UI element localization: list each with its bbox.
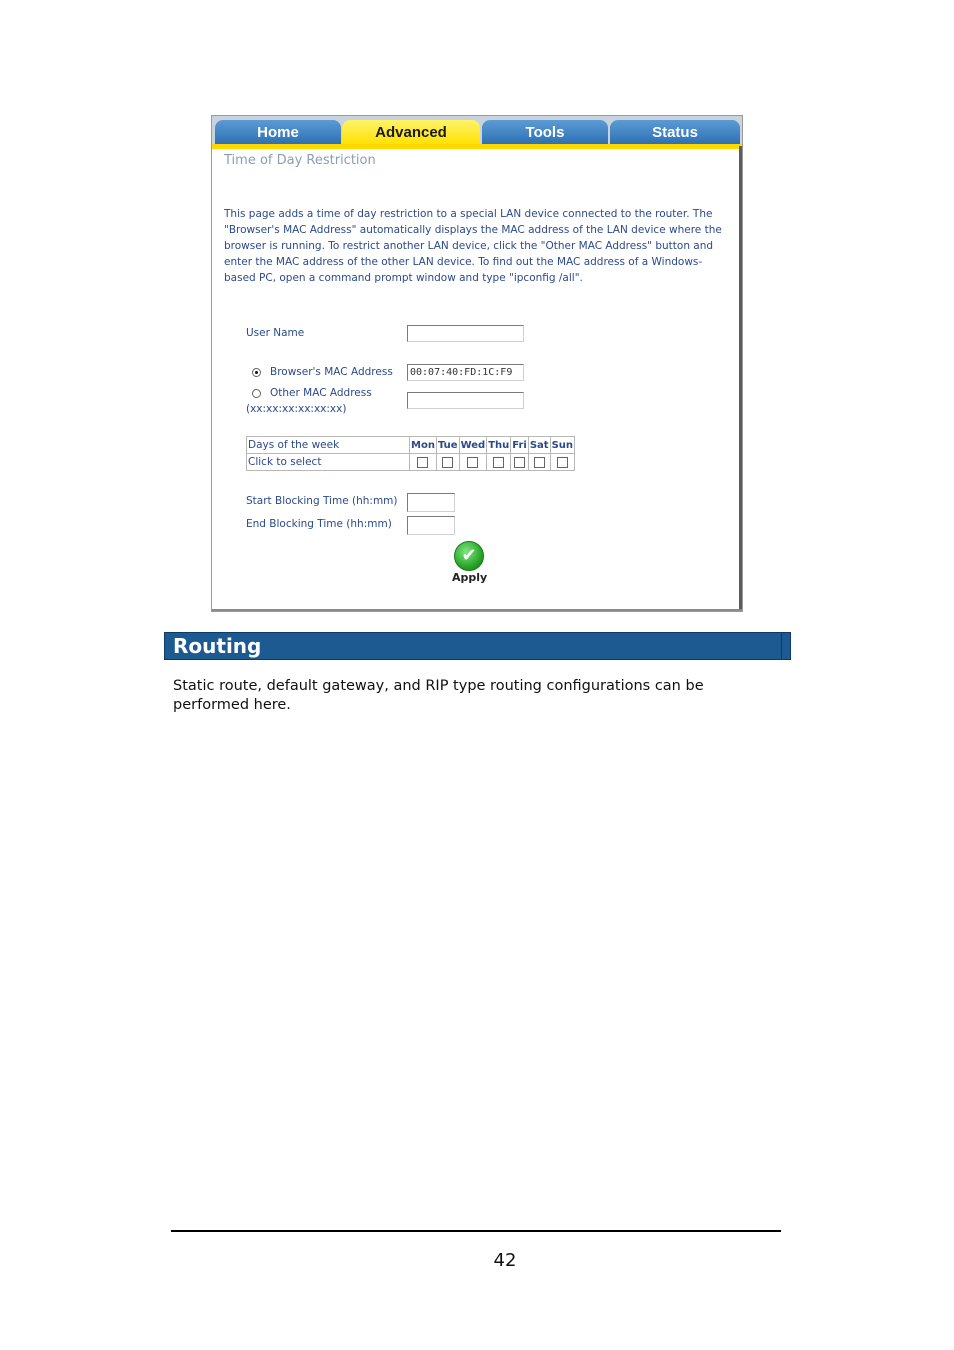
apply-label: Apply (452, 571, 488, 584)
section-body: Static route, default gateway, and RIP type routing configurations can be performed here. (173, 678, 704, 713)
day-fri-label: Fri (511, 437, 529, 454)
days-table (246, 436, 575, 471)
day-mon-label: Mon (410, 437, 437, 454)
user-name-label: User Name (246, 327, 305, 339)
day-sun-checkbox[interactable] (557, 457, 568, 468)
day-wed-label: Wed (459, 437, 487, 454)
day-sat-label: Sat (528, 437, 550, 454)
day-thu-checkbox[interactable] (493, 457, 504, 468)
page-title: Time of Day Restriction (224, 153, 376, 168)
day-tue-checkbox[interactable] (442, 457, 453, 468)
page-number: 42 (493, 1250, 517, 1271)
day-wed-checkbox[interactable] (467, 457, 478, 468)
tab-advanced[interactable]: Advanced (342, 120, 480, 145)
section-heading (164, 632, 791, 660)
other-mac-input[interactable] (407, 392, 524, 409)
tab-underline (212, 144, 742, 149)
end-time-input[interactable] (407, 516, 455, 535)
checkmark-icon: ✔ (454, 541, 484, 571)
other-mac-hint: (xx:xx:xx:xx:xx:xx) (246, 403, 347, 415)
tab-tools[interactable]: Tools (482, 120, 608, 145)
day-sun-label: Sun (550, 437, 574, 454)
user-name-input[interactable] (407, 325, 524, 342)
tab-bar (212, 116, 742, 146)
day-tue-label: Tue (436, 437, 459, 454)
router-screenshot (211, 115, 743, 612)
browser-mac-radio[interactable] (252, 368, 261, 377)
start-time-input[interactable] (407, 493, 455, 512)
day-thu-label: Thu (487, 437, 511, 454)
intro-text: This page adds a time of day restriction to a special LAN device connected to the router. The "Browser's MAC Address" automatically displays the MAC address of the LAN device where the browser is running. To restrict another LAN device, click the "Other MAC Address" button and enter the MAC address of the other LAN device. To find out the MAC address of a Windows-based PC, open a command prompt window and type "ipconfig /all". (224, 208, 722, 284)
footer-rule (171, 1230, 781, 1232)
section-heading-text: Routing (173, 634, 262, 658)
end-time-label: End Blocking Time (hh:mm) (246, 518, 392, 530)
days-select-label: Click to select (247, 454, 410, 471)
days-header-label: Days of the week (247, 437, 410, 454)
browser-mac-field: 00:07:40:FD:1C:F9 (407, 364, 524, 381)
tab-home[interactable]: Home (215, 120, 341, 145)
apply-button[interactable] (452, 541, 486, 584)
start-time-label: Start Blocking Time (hh:mm) (246, 495, 398, 507)
day-sat-checkbox[interactable] (534, 457, 545, 468)
day-fri-checkbox[interactable] (514, 457, 525, 468)
other-mac-label: Other MAC Address (270, 387, 372, 399)
tab-status[interactable]: Status (610, 120, 740, 145)
other-mac-radio[interactable] (252, 389, 261, 398)
browser-mac-label: Browser's MAC Address (270, 366, 393, 378)
day-mon-checkbox[interactable] (417, 457, 428, 468)
